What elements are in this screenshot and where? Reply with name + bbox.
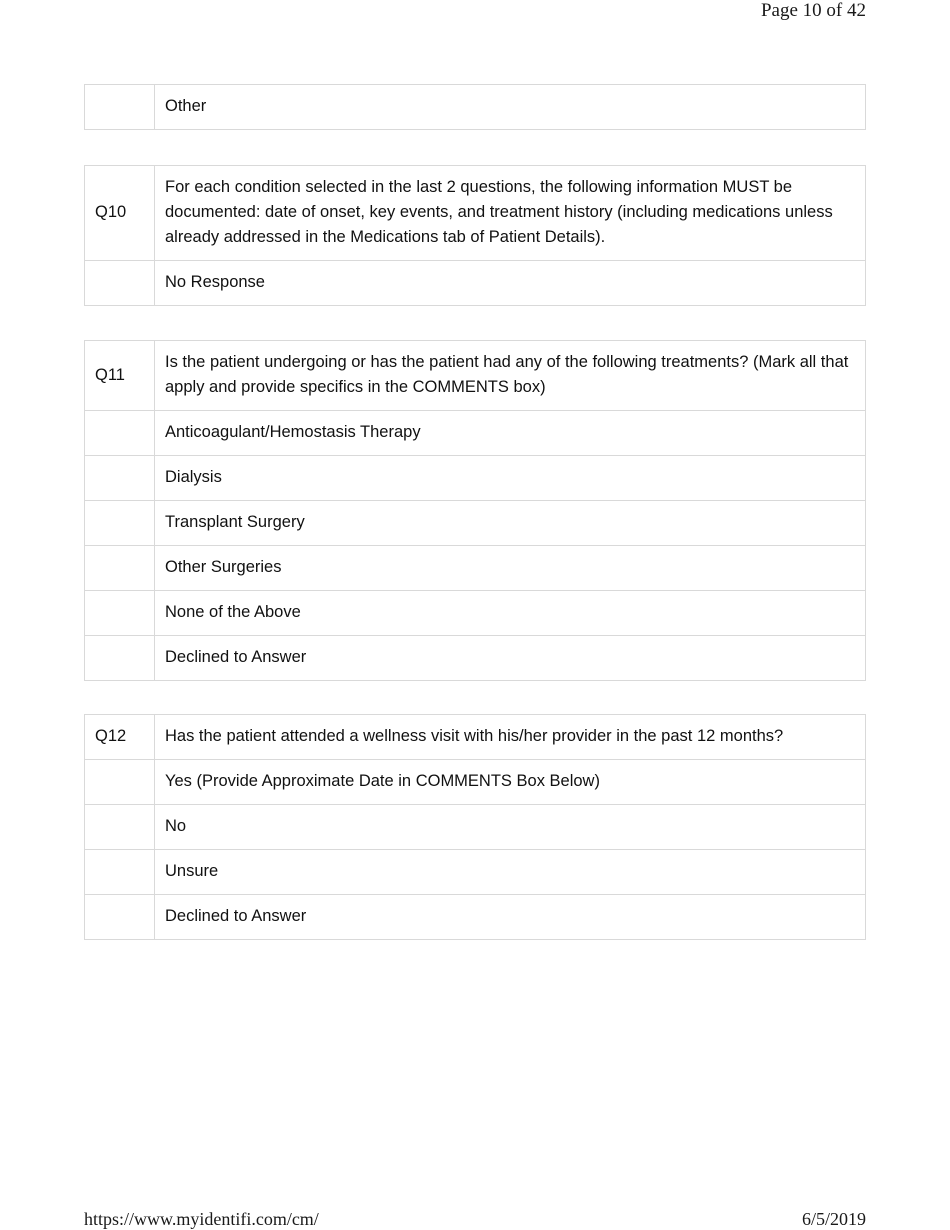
- option-row: [85, 546, 866, 591]
- option-label: No: [155, 805, 866, 850]
- option-label: None of the Above: [155, 591, 866, 636]
- option-row: [85, 805, 866, 850]
- option-label: Anticoagulant/Hemostasis Therapy: [155, 411, 866, 456]
- option-number-cell: [85, 591, 155, 636]
- option-row: [85, 411, 866, 456]
- question-text: Is the patient undergoing or has the patient had any of the following treatments? (Mark all that apply and provide specifics in the COMMENTS box): [155, 341, 866, 411]
- footer-date: 6/5/2019: [801, 1209, 866, 1229]
- question-number: Q10: [85, 166, 155, 261]
- footer-url: https://www.myidentifi.com/cm/: [84, 1209, 319, 1229]
- option-label: Transplant Surgery: [155, 501, 866, 546]
- option-number-cell: [85, 895, 155, 940]
- option-label: Unsure: [155, 850, 866, 895]
- option-number-cell: [85, 850, 155, 895]
- option-number-cell: [85, 546, 155, 591]
- option-label: No Response: [155, 261, 866, 306]
- question-text: Has the patient attended a wellness visit with his/her provider in the past 12 months?: [155, 715, 866, 760]
- option-label: Other: [155, 85, 866, 130]
- option-number-cell: [85, 411, 155, 456]
- option-label: Declined to Answer: [155, 636, 866, 681]
- option-row: [85, 636, 866, 681]
- option-label: Other Surgeries: [155, 546, 866, 591]
- question-row: [85, 166, 866, 261]
- question-row: [85, 715, 866, 760]
- question-table-q11: [84, 340, 866, 681]
- question-text: For each condition selected in the last 2 questions, the following information MUST be documented: date of onset, key events, and treatment history (including medications unless already addressed in the Medications tab of Patient Details).: [155, 166, 866, 261]
- option-row: [85, 501, 866, 546]
- option-row: [85, 760, 866, 805]
- option-number-cell: [85, 261, 155, 306]
- option-row: [85, 261, 866, 306]
- option-label: Yes (Provide Approximate Date in COMMENTS Box Below): [155, 760, 866, 805]
- option-number-cell: [85, 85, 155, 130]
- option-number-cell: [85, 636, 155, 681]
- option-number-cell: [85, 760, 155, 805]
- option-row: [85, 591, 866, 636]
- question-number: Q11: [85, 341, 155, 411]
- option-row: [85, 85, 866, 130]
- continued-options-table: [84, 84, 866, 130]
- option-number-cell: [85, 805, 155, 850]
- question-number: Q12: [85, 715, 155, 760]
- option-number-cell: [85, 501, 155, 546]
- option-label: Dialysis: [155, 456, 866, 501]
- question-row: [85, 341, 866, 411]
- option-number-cell: [85, 456, 155, 501]
- option-row: [85, 850, 866, 895]
- question-table-q10: [84, 165, 866, 306]
- option-row: [85, 895, 866, 940]
- page-number: Page 10 of 42: [760, 0, 866, 21]
- option-row: [85, 456, 866, 501]
- option-label: Declined to Answer: [155, 895, 866, 940]
- question-table-q12: [84, 714, 866, 940]
